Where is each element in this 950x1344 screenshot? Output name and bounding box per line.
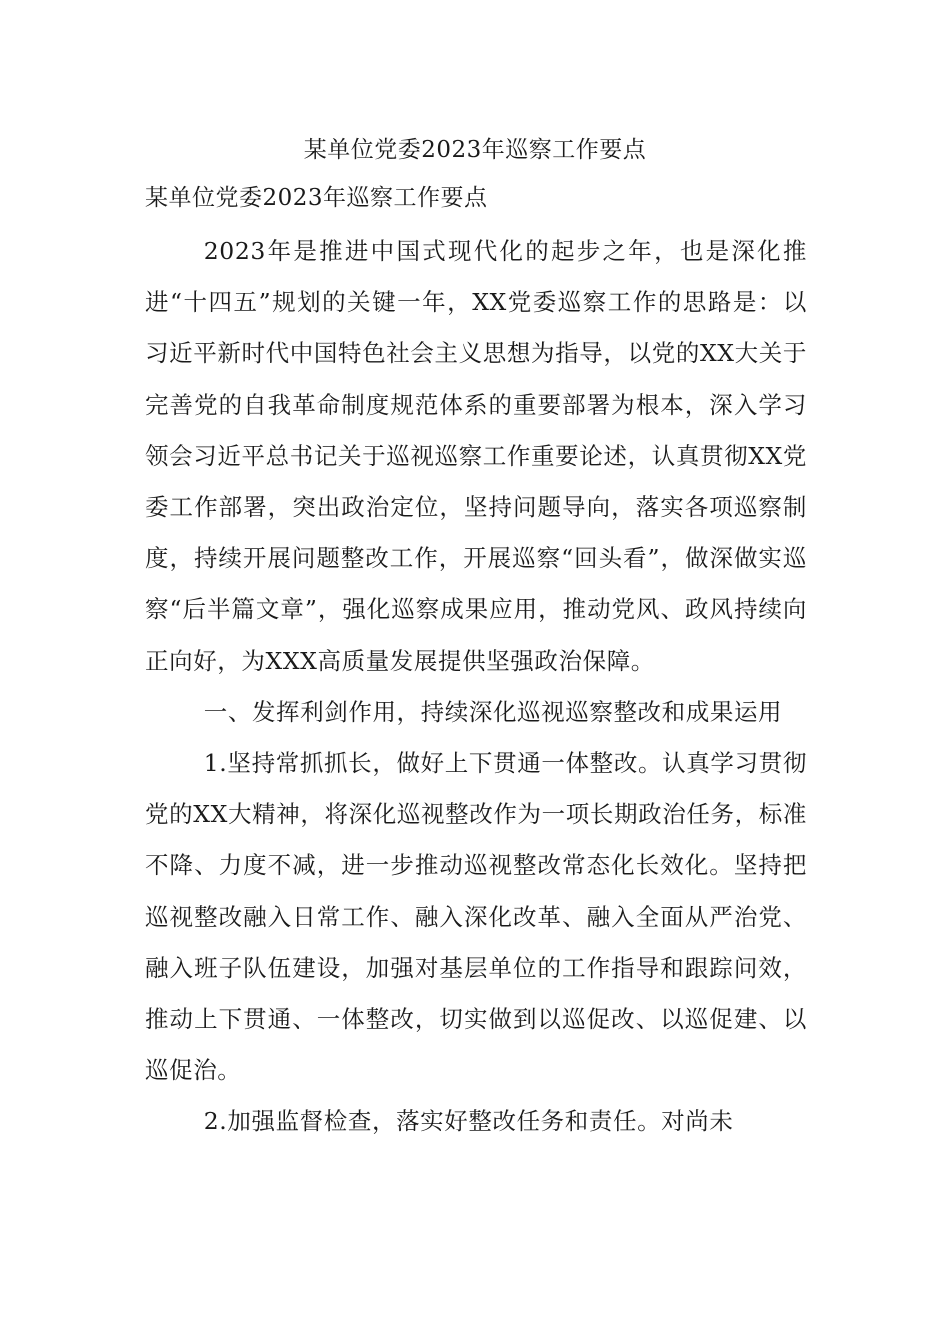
paragraph-intro: 2023年是推进中国式现代化的起步之年，也是深化推进“十四五”规划的关键一年，XX党委巡察工作的思路是：以习近平新时代中国特色社会主义思想为指导，以党的XX大关于完善党的自我革命制度规范体系的重要部署为根本，深入学习领会习近平总书记关于巡视巡察工作重要论述，认真贯彻XX党委工作部署，突出政治定位，坚持问题导向，落实各项巡察制度，持续开展问题整改工作，开展巡察“回头看”，做深做实巡察“后半篇文章”，强化巡察成果应用，推动党风、政风持续向正向好，为XXX高质量发展提供坚强政治保障。	[145, 237, 807, 675]
document-title: 某单位党委2023年巡察工作要点	[303, 137, 647, 163]
document-body	[145, 226, 807, 1148]
paragraph-item-2: 2.加强监督检查，落实好整改任务和责任。对尚未	[203, 1107, 734, 1136]
section-heading-1: 一、发挥利剑作用，持续深化巡视巡察整改和成果运用	[203, 697, 783, 726]
paragraph-item-1: 1.坚持常抓抓长，做好上下贯通一体整改。认真学习贯彻党的XX大精神，将深化巡视整改作为一项长期政治任务，标准不降、力度不减，进一步推动巡视整改常态化长效化。坚持把巡视整改融入日常工作、融入深化改革、融入全面从严治党、融入班子队伍建设，加强对基层单位的工作指导和跟踪问效，推动上下贯通、一体整改，切实做到以巡促改、以巡促建、以巡促治。	[145, 749, 807, 1085]
document-subtitle: 某单位党委2023年巡察工作要点	[145, 185, 488, 211]
